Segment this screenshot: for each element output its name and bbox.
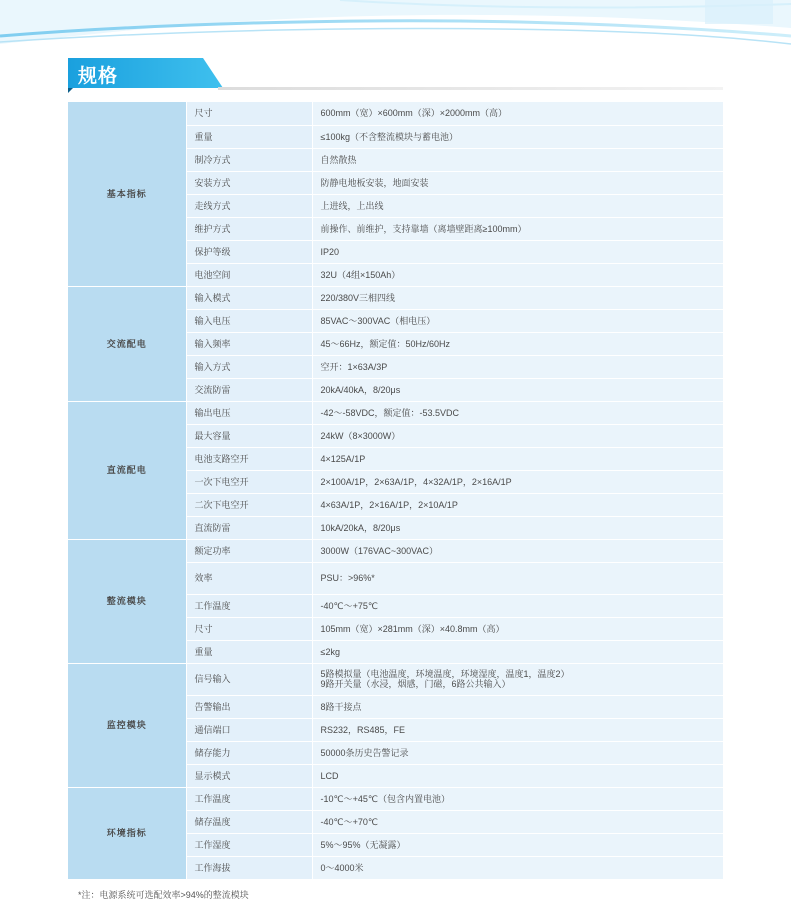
spec-value-line: 10kA/20kA，8/20μs (320, 522, 401, 533)
spec-value (312, 594, 723, 617)
spec-name: 输入频率 (186, 332, 312, 355)
spec-value (312, 171, 723, 194)
spec-name: 额定功率 (186, 539, 312, 562)
spec-value-line: 3000W（176VAC~300VAC） (320, 545, 438, 556)
category-label: 直流配电 (68, 401, 186, 539)
spec-value (312, 764, 723, 787)
spec-value (312, 355, 723, 378)
spec-value (312, 263, 723, 286)
title-underline (218, 87, 723, 90)
spec-name: 储存温度 (186, 810, 312, 833)
spec-value-line: PSU：>96%* (320, 573, 375, 583)
spec-name: 输出电压 (186, 401, 312, 424)
spec-value (312, 663, 723, 695)
spec-value-line: 防静电地板安装，地面安装 (320, 177, 429, 188)
spec-value-line: 5路模拟量（电池温度，环境温度，环境湿度，温度1，温度2） (320, 669, 570, 679)
spec-value (312, 148, 723, 171)
spec-value (312, 447, 723, 470)
spec-name: 工作温度 (186, 787, 312, 810)
spec-value (312, 516, 723, 539)
spec-value (312, 810, 723, 833)
spec-value-line: 85VAC～300VAC（相电压） (320, 315, 436, 326)
category-label: 基本指标 (68, 102, 186, 286)
spec-value-line: 5%～95%（无凝露） (320, 839, 406, 850)
page-title: 规格 (78, 66, 119, 87)
spec-name: 尺寸 (186, 617, 312, 640)
spec-value-line: 45～66Hz，额定值：50Hz/60Hz (320, 338, 451, 349)
table-row (68, 401, 723, 424)
spec-value-line: 空开：1×63A/3P (320, 361, 388, 372)
spec-value-line: 0～4000米 (320, 862, 364, 873)
spec-value-line: 105mm（宽）×281mm（深）×40.8mm（高） (320, 623, 505, 634)
spec-value (312, 493, 723, 516)
spec-value (312, 424, 723, 447)
spec-value-line: 前操作、前维护，支持靠墙（离墙壁距离≥100mm） (320, 223, 527, 234)
table-row (68, 286, 723, 309)
spec-name: 输入电压 (186, 309, 312, 332)
spec-name: 显示模式 (186, 764, 312, 787)
spec-value-line: 32U（4组×150Ah） (320, 269, 401, 280)
spec-name: 保护等级 (186, 240, 312, 263)
category-label: 交流配电 (68, 286, 186, 401)
spec-value-line: 24kW（8×3000W） (320, 430, 401, 441)
spec-name: 电池支路空开 (186, 447, 312, 470)
spec-value (312, 539, 723, 562)
spec-name: 工作海拔 (186, 856, 312, 879)
spec-name: 安装方式 (186, 171, 312, 194)
spec-value (312, 217, 723, 240)
spec-value (312, 309, 723, 332)
spec-value (312, 470, 723, 493)
spec-value-line: 9路开关量（水浸，烟感，门磁，6路公共输入） (320, 679, 511, 689)
spec-name: 通信端口 (186, 718, 312, 741)
spec-value-line: 50000条历史告警记录 (320, 747, 409, 758)
spec-name: 尺寸 (186, 102, 312, 125)
table-row (68, 787, 723, 810)
spec-value-line: RS232，RS485，FE (320, 724, 406, 735)
spec-value-line: 上进线，上出线 (320, 200, 384, 211)
spec-value-line: ≤100kg（不含整流模块与蓄电池） (320, 131, 458, 142)
spec-name: 维护方式 (186, 217, 312, 240)
title-tab-fold (68, 88, 73, 93)
spec-name: 重量 (186, 125, 312, 148)
spec-value (312, 562, 723, 594)
table-row (68, 663, 723, 695)
spec-value (312, 332, 723, 355)
spec-value-line: 4×63A/1P，2×16A/1P，2×10A/1P (320, 499, 458, 510)
spec-name: 效率 (186, 562, 312, 594)
section-header (68, 58, 723, 92)
category-label: 环境指标 (68, 787, 186, 879)
spec-name: 重量 (186, 640, 312, 663)
spec-table (68, 102, 723, 880)
spec-value (312, 640, 723, 663)
spec-value-line: -40℃～+75℃ (320, 600, 378, 611)
spec-name: 制冷方式 (186, 148, 312, 171)
spec-value-line: 220/380V三相四线 (320, 292, 396, 303)
spec-name: 交流防雷 (186, 378, 312, 401)
spec-value (312, 787, 723, 810)
spec-value-line: IP20 (320, 246, 340, 257)
spec-value-line: 8路干接点 (320, 701, 362, 712)
spec-value-line: LCD (320, 770, 339, 781)
spec-value (312, 286, 723, 309)
footnote: *注：电源系统可选配效率>94%的整流模块 (78, 890, 249, 900)
spec-name: 储存能力 (186, 741, 312, 764)
spec-value (312, 378, 723, 401)
spec-value-line: 自然散热 (320, 154, 357, 165)
category-label: 监控模块 (68, 663, 186, 787)
spec-value (312, 741, 723, 764)
spec-value (312, 401, 723, 424)
spec-value-line: -40℃～+70℃ (320, 816, 378, 827)
spec-value-line: 2×100A/1P，2×63A/1P，4×32A/1P，2×16A/1P (320, 476, 512, 487)
spec-value-line: 20kA/40kA，8/20μs (320, 384, 401, 395)
spec-name: 一次下电空开 (186, 470, 312, 493)
spec-name: 工作温度 (186, 594, 312, 617)
spec-value-line: -42～-58VDC，额定值：-53.5VDC (320, 407, 460, 418)
spec-value (312, 718, 723, 741)
spec-value (312, 856, 723, 879)
spec-name: 二次下电空开 (186, 493, 312, 516)
spec-name: 输入模式 (186, 286, 312, 309)
spec-value (312, 695, 723, 718)
spec-value (312, 194, 723, 217)
spec-name: 走线方式 (186, 194, 312, 217)
spec-value (312, 617, 723, 640)
spec-name: 信号输入 (186, 663, 312, 695)
spec-name: 工作湿度 (186, 833, 312, 856)
category-label: 整流模块 (68, 539, 186, 663)
spec-name: 输入方式 (186, 355, 312, 378)
spec-value-line: ≤2kg (320, 646, 340, 657)
spec-value-line: 4×125A/1P (320, 453, 366, 464)
spec-value (312, 833, 723, 856)
spec-value-line: 600mm（宽）×600mm（深）×2000mm（高） (320, 108, 508, 119)
spec-name: 最大容量 (186, 424, 312, 447)
spec-value (312, 240, 723, 263)
spec-value (312, 102, 723, 125)
spec-name: 电池空间 (186, 263, 312, 286)
spec-value-line: -10℃～+45℃（包含内置电池） (320, 793, 450, 804)
table-row (68, 102, 723, 125)
spec-value (312, 125, 723, 148)
spec-name: 告警输出 (186, 695, 312, 718)
table-row (68, 539, 723, 562)
spec-name: 直流防雷 (186, 516, 312, 539)
